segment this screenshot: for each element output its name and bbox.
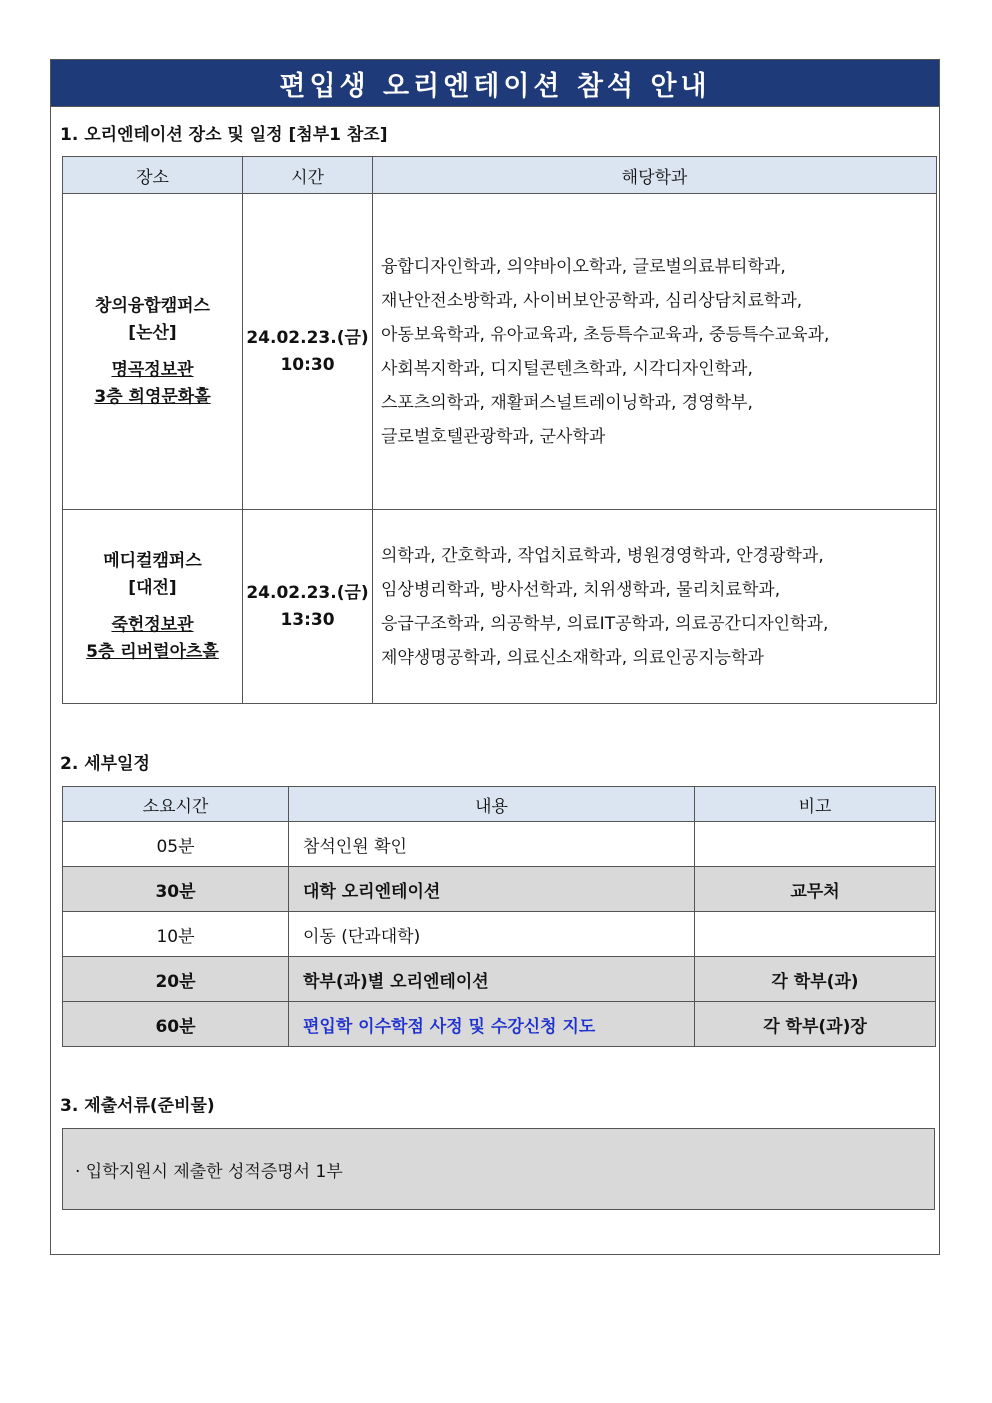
department-line: 스포츠의학과, 재활퍼스널트레이닝학과, 경영학부, <box>381 392 753 413</box>
note-cell: 각 학부(과) <box>695 957 936 1002</box>
header-time: 시간 <box>243 157 373 194</box>
detailed-schedule-table <box>62 786 936 1047</box>
event-time: 10:30 <box>280 354 335 375</box>
campus-region: [논산] <box>128 322 177 343</box>
campus-name: 창의융합캠퍼스 <box>95 295 210 316</box>
content-cell: 이동 (단과대학) <box>289 912 695 957</box>
hall-name: 5층 리버럴아츠홀 <box>86 641 219 662</box>
table-header-row <box>63 787 936 822</box>
department-line: 융합디자인학과, 의약바이오학과, 글로벌의료뷰티학과, <box>381 256 786 277</box>
building-name: 죽헌정보관 <box>111 614 194 635</box>
header-duration: 소요시간 <box>63 787 289 822</box>
duration-cell: 05분 <box>63 822 289 867</box>
content-cell: 학부(과)별 오리엔테이션 <box>289 957 695 1002</box>
departments-cell <box>373 194 937 510</box>
duration-cell: 20분 <box>63 957 289 1002</box>
hall-name: 3층 희영문화홀 <box>94 386 211 407</box>
department-line: 사회복지학과, 디지털콘텐츠학과, 시각디자인학과, <box>381 358 753 379</box>
section2-heading: 2. 세부일정 <box>60 754 150 774</box>
department-line: 임상병리학과, 방사선학과, 치위생학과, 물리치료학과, <box>381 579 781 600</box>
campus-region: [대전] <box>128 577 177 598</box>
duration-cell: 10분 <box>63 912 289 957</box>
content-cell: 대학 오리엔테이션 <box>289 867 695 912</box>
note-cell <box>695 912 936 957</box>
department-line: 의학과, 간호학과, 작업치료학과, 병원경영학과, 안경광학과, <box>381 545 824 566</box>
place-cell <box>63 510 243 704</box>
section1-heading: 1. 오리엔테이션 장소 및 일정 [첨부1 참조] <box>60 125 388 145</box>
time-cell <box>243 510 373 704</box>
venue-schedule-table <box>62 156 937 704</box>
title-bar <box>51 60 939 107</box>
table-row <box>63 510 937 704</box>
header-place: 장소 <box>63 157 243 194</box>
table-header-row <box>63 157 937 194</box>
required-documents-box <box>62 1128 935 1210</box>
page-title: 편입생 오리엔테이션 참석 안내 <box>279 70 711 102</box>
header-content: 내용 <box>289 787 695 822</box>
table-row <box>63 194 937 510</box>
required-document-item: · 입학지원시 제출한 성적증명서 1부 <box>75 1162 343 1182</box>
time-cell <box>243 194 373 510</box>
header-departments: 해당학과 <box>373 157 937 194</box>
section3-heading: 3. 제출서류(준비물) <box>60 1096 215 1116</box>
table-row <box>63 822 936 867</box>
campus-name: 메디컬캠퍼스 <box>103 550 202 571</box>
department-line: 제약생명공학과, 의료신소재학과, 의료인공지능학과 <box>381 647 764 668</box>
departments-cell <box>373 510 937 704</box>
header-note: 비고 <box>695 787 936 822</box>
building-name: 명곡정보관 <box>111 359 194 380</box>
table-row <box>63 867 936 912</box>
note-cell <box>695 822 936 867</box>
note-cell: 교무처 <box>695 867 936 912</box>
table-row <box>63 912 936 957</box>
notice-frame <box>50 59 940 1255</box>
content-cell: 편입학 이수학점 사정 및 수강신청 지도 <box>289 1002 695 1047</box>
duration-cell: 30분 <box>63 867 289 912</box>
event-time: 13:30 <box>280 609 335 630</box>
event-date: 24.02.23.(금) <box>246 327 369 348</box>
department-line: 글로벌호텔관광학과, 군사학과 <box>381 426 606 447</box>
event-date: 24.02.23.(금) <box>246 582 369 603</box>
department-line: 응급구조학과, 의공학부, 의료IT공학과, 의료공간디자인학과, <box>381 613 829 634</box>
content-cell: 참석인원 확인 <box>289 822 695 867</box>
duration-cell: 60분 <box>63 1002 289 1047</box>
department-line: 재난안전소방학과, 사이버보안공학과, 심리상담치료학과, <box>381 290 803 311</box>
note-cell: 각 학부(과)장 <box>695 1002 936 1047</box>
department-line: 아동보육학과, 유아교육과, 초등특수교육과, 중등특수교육과, <box>381 324 830 345</box>
table-row <box>63 957 936 1002</box>
place-cell <box>63 194 243 510</box>
table-row <box>63 1002 936 1047</box>
